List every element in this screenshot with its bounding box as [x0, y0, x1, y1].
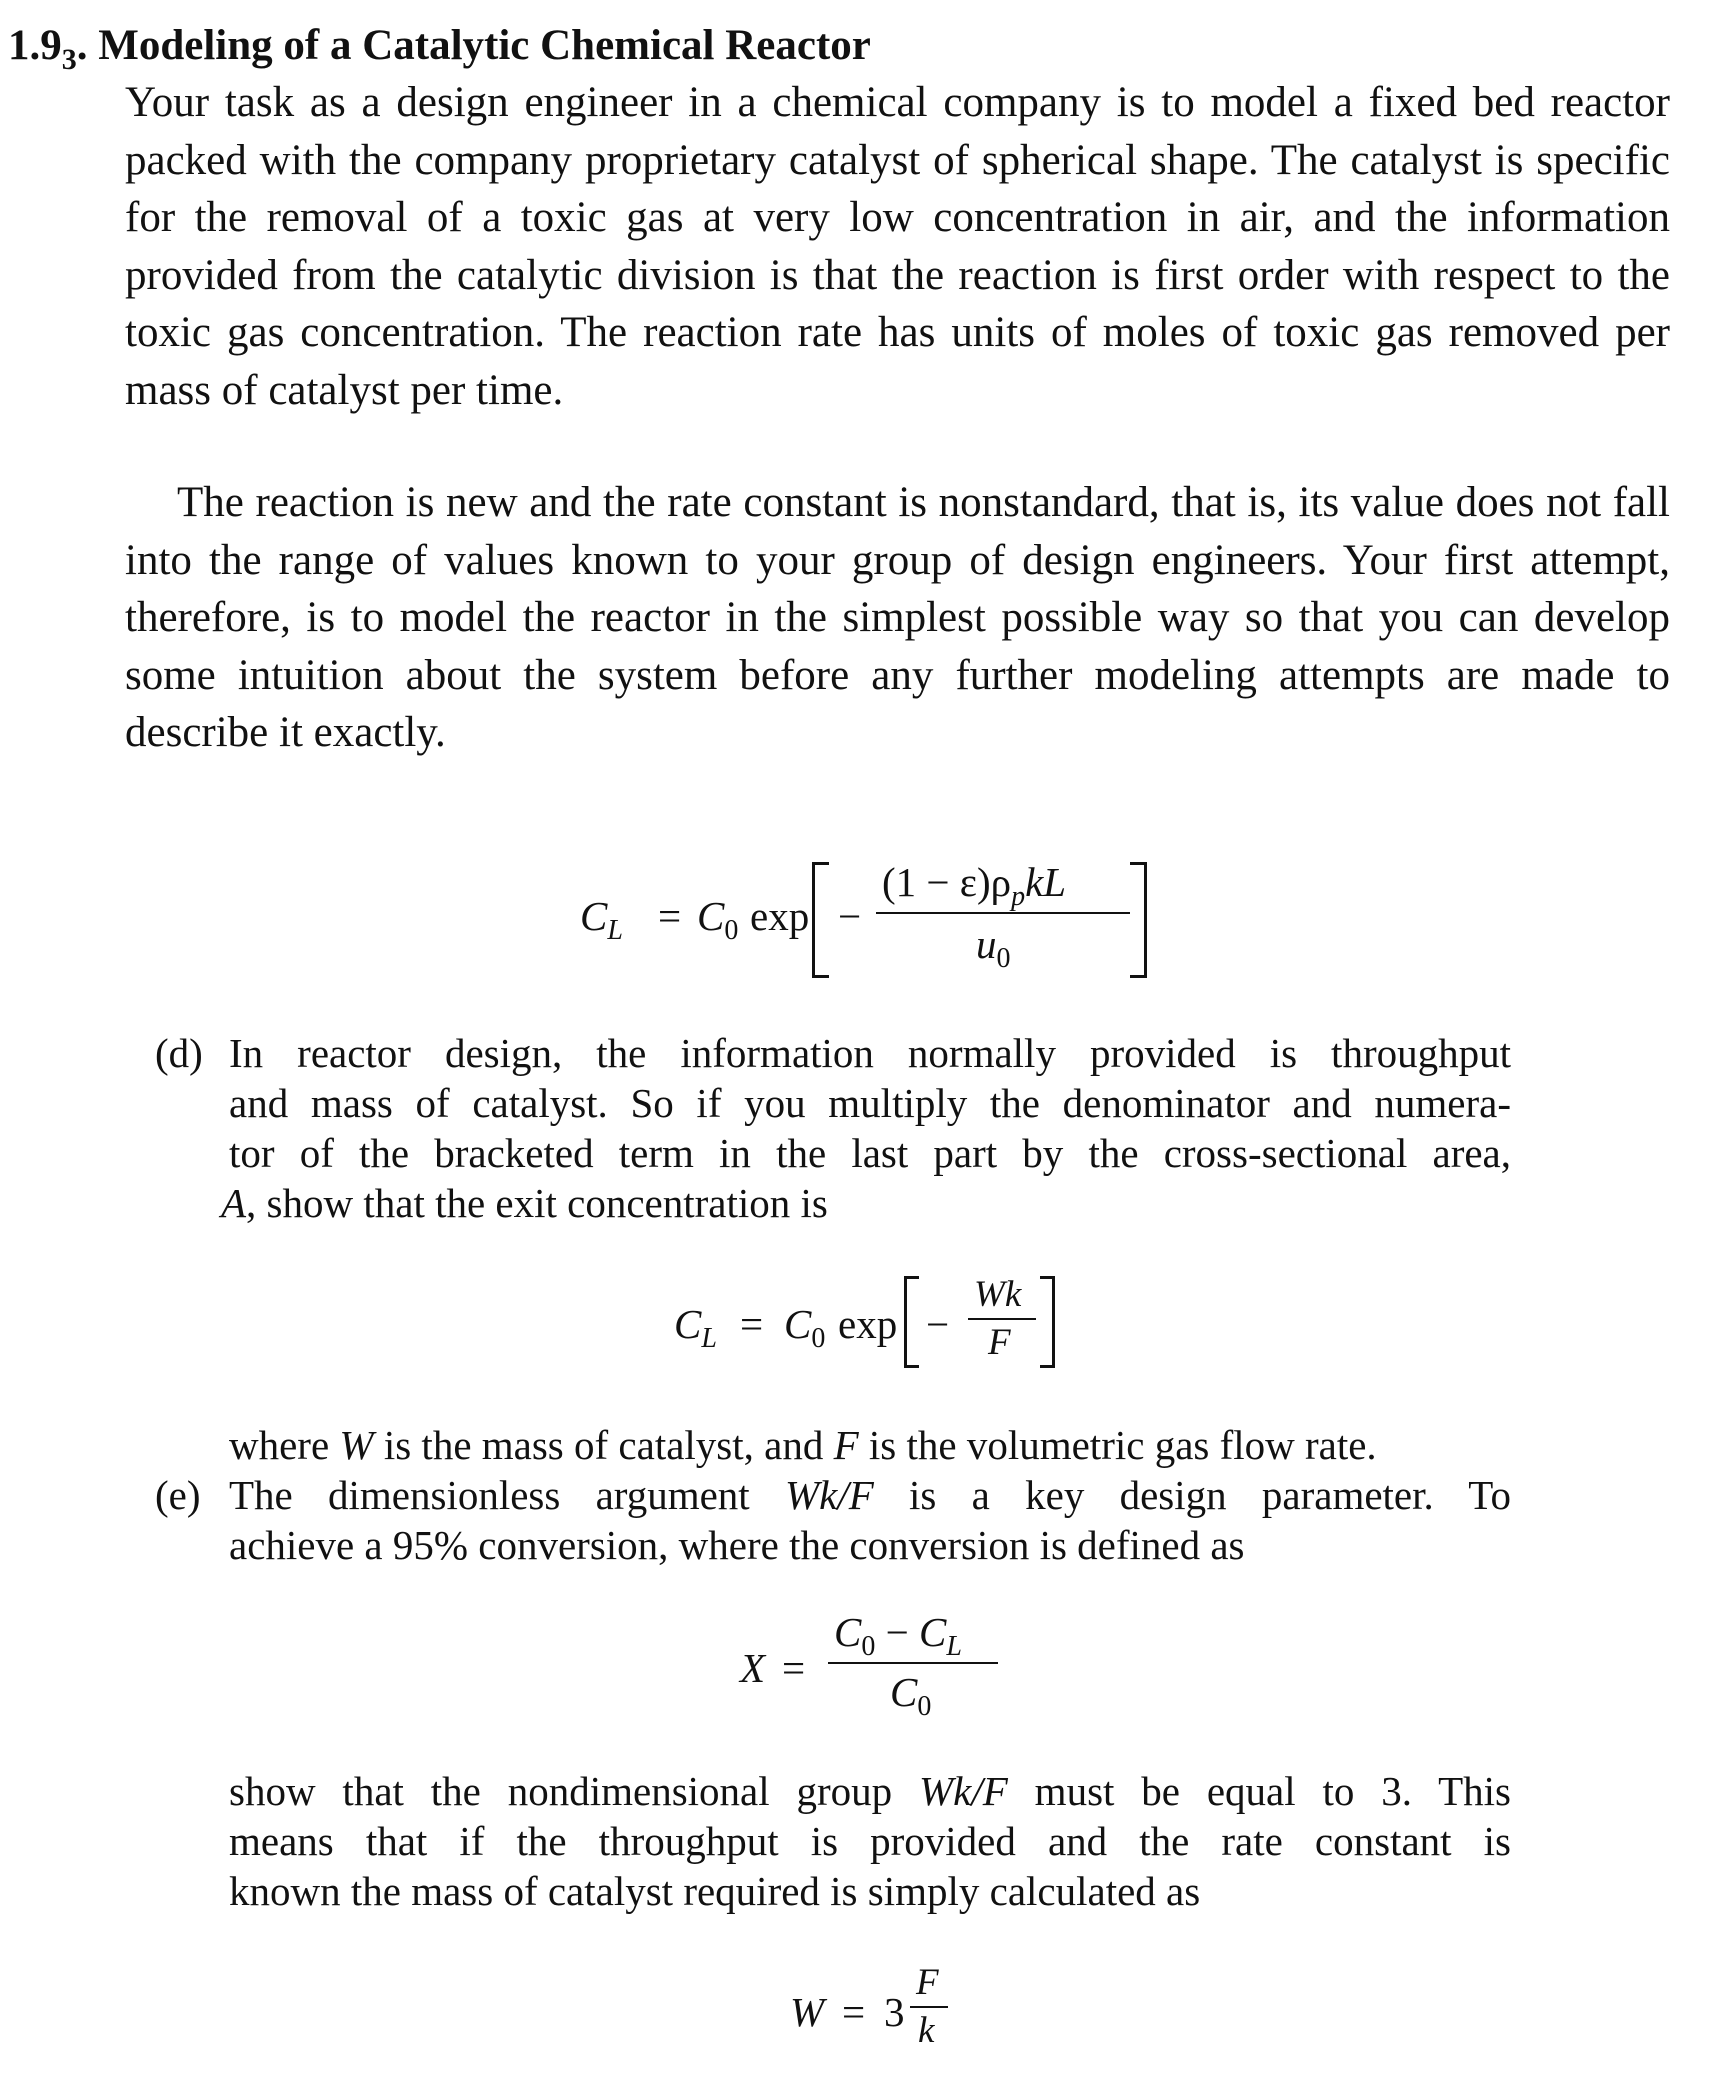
part-d-label: (d)	[155, 1030, 203, 1076]
conclusion-paragraph: show that the nondimensional group Wk/F must be equal to 3. This means that if the throughput is provided and the rate constant is known the mass of catalyst required is simply calculated as	[229, 1768, 1511, 1914]
eq2-c0: $C_0$	[784, 1301, 826, 1354]
eq2-equals: =	[740, 1301, 764, 1347]
eq2-exp: exp	[838, 1301, 898, 1347]
eq1-lhs: $C_L$	[580, 893, 623, 946]
eq1-exp: exp	[750, 893, 810, 939]
eq3-denominator: $C_0$	[890, 1669, 932, 1722]
problem-number-suffix: .	[76, 22, 88, 69]
eq4-equals: =	[842, 1989, 866, 2035]
part-e-label: (e)	[155, 1472, 201, 1518]
eq1-minus: −	[838, 893, 862, 939]
eq2-right-bracket	[1040, 1276, 1055, 1368]
eq2-fraction-bar	[968, 1318, 1036, 1320]
eq4-fraction-bar	[910, 2006, 948, 2008]
eq2-denominator: F	[988, 1322, 1011, 1363]
problem-heading	[8, 16, 871, 80]
eq4-lhs: W	[790, 1989, 825, 2035]
eq3-equals: =	[782, 1645, 806, 1691]
eq1-equals: =	[658, 893, 682, 939]
where-line: where W is the mass of catalyst, and F is the volumetric gas flow rate.	[229, 1422, 1377, 1468]
part-d	[155, 1028, 1675, 1238]
eq3-numerator: $C_0 - C_L$	[834, 1609, 962, 1662]
eq4-coefficient: 3	[884, 1989, 905, 2035]
eq1-left-bracket	[812, 862, 829, 978]
problem-title: Modeling of a Catalytic Chemical Reactor	[98, 22, 871, 69]
eq1-denominator: $u_0$	[976, 921, 1011, 974]
eq4-denominator: k	[918, 2010, 935, 2051]
eq2-minus: −	[926, 1301, 950, 1347]
part-e	[155, 1470, 1675, 1580]
intro-paragraph-1: Your task as a design engineer in a chemical company is to model a fixed bed reactor packed with the company proprietary catalyst of spherical shape. The catalyst is specific for the removal of a toxic gas at very low concentration in air, and the information provided from the catalytic division is that the reaction is first order with respect to the toxic gas concentration. The reaction rate has units of moles of toxic gas removed per mass of catalyst per time.	[125, 79, 1670, 414]
part-d-text: In reactor design, the information normally provided is throughput and mass of catalyst. So if you multiply the denominator and numera- tor of the bracketed term in the last part by the cross-sectional area, A, show that the exit concentration is	[221, 1030, 1511, 1226]
intro-paragraph-2: The reaction is new and the rate constant is nonstandard, that is, its value does not fall into the range of values known to your group of design engineers. Your first attempt, therefore, is to model the reactor in the simplest possible way so that you can develop some intuition about the system before any further modeling attempts are made to describe it exactly.	[125, 479, 1670, 756]
eq4-numerator: F	[916, 1962, 939, 2003]
problem-number: 1.9	[8, 22, 62, 69]
eq3-fraction-bar	[828, 1662, 998, 1664]
eq1-right-bracket	[1130, 862, 1147, 978]
problem-number-subscript: 3	[61, 43, 77, 76]
eq1-c0: $C_0$	[697, 893, 739, 946]
part-e-text: The dimensionless argument Wk/F is a key design parameter. To achieve a 95% conversion, where the conversion is defined as	[229, 1472, 1511, 1568]
eq2-lhs: $C_L$	[674, 1301, 717, 1354]
eq1-fraction-bar	[876, 912, 1130, 914]
eq2-numerator: Wk	[974, 1274, 1022, 1315]
eq2-left-bracket	[904, 1276, 919, 1368]
eq3-lhs: X	[740, 1645, 766, 1691]
eq1-numerator: $(1 - \varepsilon)\rho_pkL$	[882, 859, 1067, 912]
